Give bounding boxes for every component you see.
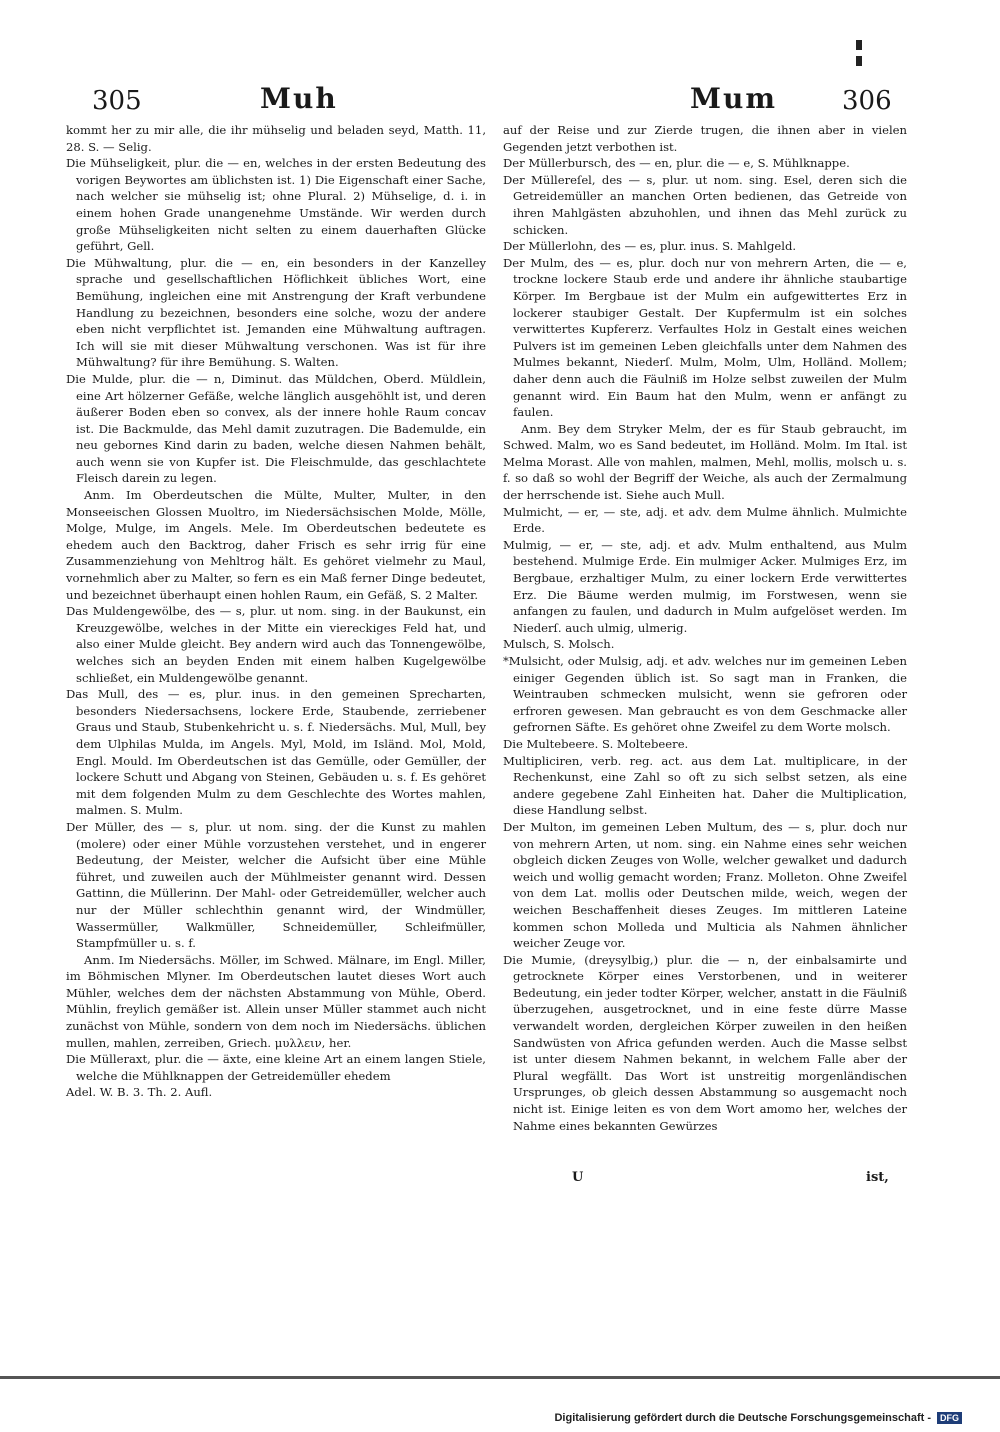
footer-credit [554, 1412, 962, 1424]
margin-mark [856, 56, 862, 66]
dictionary-entry: Der Müller, des — s, plur. ut nom. sing. der die Kunst zu mahlen (molere) oder einer Mühle vorzustehen verstehet, und in engerer Bedeutung, der Meister, welcher die Aufsicht über eine Mühle führet, und zuweilen auch der Mühlmeister genannt wird. Dessen Gattinn, die Müllerinn. Der Mahl- oder Getreidemüller, welcher auch nur der Müller schlechthin genannt wird, der Windmüller, Wassermüller, Walkmüller, Schneidemüller, Schleifmüller, Stampfmüller u. s. f. [66, 819, 486, 951]
dictionary-entry: Das Mull, des — es, plur. inus. in den gemeinen Sprecharten, besonders Niedersachsens, lockere Erde, Staubende, zerriebener Graus und Staub, Stubenkehricht u. s. f. Niedersächs. Mul, Mull, bey dem Ulphilas Mulda, im Angels. Myl, Mold, im Isländ. Mol, Mold, Engl. Mould. Im Oberdeutschen ist das Gemülle, oder Gemüller, der lockere Schutt und Abgang von Steinen, Gebäuden u. s. f. Es gehöret mit dem folgenden Mulm zu dem Geschlechte des Wortes mahlen, malmen. S. Mulm. [66, 687, 486, 818]
dictionary-entry: Die Mühseligkeit, plur. die — en, welches in der ersten Bedeutung des vorigen Beywortes am üblichsten ist. 1) Die Eigenschaft einer Sache, nach welcher sie mühselig ist; ohne Plural. 2) Mühselige, d. i. in einem hohen Grade unangenehme Umstände. Wir werden durch große Mühseligkeiten nicht selten zu einem dauerhaften Glücke geführt, Gell. [66, 156, 486, 254]
dictionary-entry: Multipliciren, verb. reg. act. aus dem Lat. multiplicare, in der Rechenkunst, eine Zahl so oft zu sich selbst setzen, als eine andere gegebene Zahl Einheiten hat. Daher die Multiplication, diese Handlung selbst. [503, 753, 907, 818]
dictionary-entry: Mulmig, — er, — ste, adj. et adv. Mulm enthaltend, aus Mulm bestehend. Mulmige Erde. Ein mulmiger Acker. Mulmiges Erz, im Bergbaue, erzhaltiger Mulm, zu einer lockern Erde verwittertes Erz. Die Bäume werden mulmig, im Forstwesen, wenn sie anfangen zu faulen, und dadurch in Mulm aufgelöset werden. Im Niederſ. auch ulmig, ulmerig. [503, 537, 907, 635]
page-number-left: 305 [92, 86, 142, 116]
page-number-right: 306 [842, 86, 892, 116]
running-head-left: Muh [260, 82, 338, 115]
dictionary-entry: Der Müllerbursch, des — en, plur. die — e, S. Mühlknappe. [503, 156, 850, 171]
margin-mark [856, 40, 862, 50]
annotation-paragraph: Anm. Im Oberdeutschen die Mülte, Multer, Multer, in den Monseeischen Glossen Muoltro, im Niedersächsischen Molde, Mölle, Molge, Mulge, im Angels. Mele. Im Oberdeutschen bedeutete es ehedem auch den Backtrog, daher Frisch es sehr irrig für eine Zusammenziehung von Mehltrog hält. Es gehöret vielmehr zu Maul, vornehmlich aber zu Malter, so fern es ein Maß ferner Dinge bedeutet, und bezeichnet überhaupt einen hohlen Raum, ein Gefäß, S. 2 Malter. [66, 488, 486, 602]
right-column [503, 122, 907, 1134]
dictionary-entry: Der Müllerlohn, des — es, plur. inus. S. Mahlgeld. [503, 239, 797, 254]
scan-edge-rule [0, 1376, 1000, 1379]
dictionary-entry: *Mulsicht, oder Mulsig, adj. et adv. welches nur im gemeinen Leben einiger Gegenden üblich ist. So sagt man in Franken, die Weintrauben schmecken mulsicht, wenn sie gefroren oder erfroren gewesen. Man gebraucht es von dem Geschmacke aller gefrornen Säfte. Es gehöret ohne Zweifel zu dem Worte molsch. [503, 654, 907, 735]
dictionary-entry: Die Mülleraxt, plur. die — äxte, eine kleine Art an einem langen Stiele, welche die Mühlknappen der Getreidemüller ehedem [66, 1052, 486, 1083]
annotation-paragraph: Anm. Bey dem Stryker Melm, der es für Staub gebraucht, im Schwed. Malm, wo es Sand bedeutet, im Holländ. Molm. Im Ital. ist Melma Morast. Alle von mahlen, malmen, Mehl, mollis, molsch u. s. f. so daß so wohl der Begriff der Weiche, als auch der Zermalmung der herrschende ist. Siehe auch Mull. [503, 421, 907, 503]
dictionary-entry: Adel. W. B. 3. Th. 2. Aufl. [66, 1085, 213, 1100]
signature-mark: U [572, 1170, 584, 1185]
dictionary-entry: Die Mumie, (dreysylbig,) plur. die — n, der einbalsamirte und getrocknete Körper eines Verstorbenen, und in weiterer Bedeutung, ein jeder todter Körper, welcher, anstatt in die Fäulniß überzugehen, ausgetrocknet, und in eine feste dürre Masse verwandelt worden, dergleichen Körper zuweilen in den heißen Sandwüsten von Africa gefunden werden. Auch die Masse selbst ist unter diesem Nahmen bekannt, in welchem Falle aber der Plural wegfällt. Das Wort ist unstreitig morgenländischen Ursprunges, ob gleich dessen Abstammung so ausgemacht noch nicht ist. Einige leiten es von dem Wort amomo her, welches der Nahme eines bekannten Gewürzes [503, 952, 907, 1133]
running-head-right: Mum [690, 82, 777, 115]
dictionary-entry: kommt her zu mir alle, die ihr mühselig und beladen seyd, Matth. 11, 28. S. — Selig. [66, 123, 486, 154]
dictionary-entry: Der Multon, im gemeinen Leben Multum, des — s, plur. doch nur von mehrern Arten, ut nom. sing. ein Nahme eines sehr weichen obgleich dicken Zeuges von Wolle, welcher gewalket und dadurch weich und wollig gemacht worden; Franz. Molleton. Ohne Zweifel von dem Lat. mollis oder Deutschen milde, weich, wegen der weichen Beschaffenheit dieses Zeuges. Im mittleren Lateine kommen schon Molleda und Multicia als Nahmen ähnlicher weicher Zeuge vor. [503, 819, 907, 951]
dictionary-entry: Die Mühwaltung, plur. die — en, ein besonders in der Kanzelley sprache und gesellschaftlichen Höflichkeit übliches Wort, eine Bemühung, ingleichen eine mit Anstrengung der Kraft verbundene Handlung zu bezeichnen, besonders eine solche, wozu der andere eben nicht verpflichtet ist. Jemanden eine Mühwaltung auftragen. Ich will sie mit dieser Mühwaltung verschonen. Was ist für ihre Mühwaltung? für ihre Bemühung. S. Walten. [66, 255, 486, 370]
dictionary-entry: Die Multebeere. S. Moltebeere. [503, 736, 689, 751]
dfg-logo: DFG [937, 1412, 962, 1424]
dictionary-entry: Der Müllereſel, des — s, plur. ut nom. sing. Esel, deren sich die Getreidemüller an manchen Orten bedienen, das Getreide von ihren Mahlgästen abzuhohlen, und ihnen das Mehl zurück zu schicken. [503, 172, 907, 237]
left-column [66, 122, 486, 1101]
dictionary-entry: Mulsch, S. Molsch. [503, 637, 615, 652]
dictionary-entry: Das Muldengewölbe, des — s, plur. ut nom. sing. in der Baukunst, ein Kreuzgewölbe, welches in der Mitte ein viereckiges Feld hat, und also einer Mulde gleicht. Bey andern wird auch das Tonnengewölbe, welches sich an beyden Enden mit einem halben Kugelgewölbe schließet, ein Muldengewölbe genannt. [66, 604, 486, 685]
dictionary-entry: auf der Reise und zur Zierde trugen, die ihnen aber in vielen Gegenden jetzt verbothen ist. [503, 123, 907, 154]
footer-text: Digitalisierung gefördert durch die Deutsche Forschungsgemeinschaft - [554, 1412, 931, 1424]
catchword: ist, [866, 1170, 889, 1185]
annotation-paragraph: Anm. Im Niedersächs. Möller, im Schwed. Mälnare, im Engl. Miller, im Böhmischen Mlyner. Im Oberdeutschen lautet dieses Wort auch Mühler, welches dem der nächsten Abstammung von Mühle, Oberd. Mühlin, freylich gemäßer ist. Allein unser Müller stammet auch nicht zunächst von Mühle, sondern von dem noch im Niedersächs. üblichen mullen, mahlen, zerreiben, Griech. μυλλειν, her. [66, 952, 486, 1050]
dictionary-entry: Der Mulm, des — es, plur. doch nur von mehrern Arten, die — e, trockne lockere Staub erde und andere ihr ähnliche staubartige Körper. Im Bergbaue ist der Mulm ein aufgewittertes Erz in lockerer staubiger Gestalt. Der Kupfermulm ist ein solches verwittertes Kupfererz. Verfaultes Holz in Gestalt eines weichen Pulvers ist im gemeinen Leben gleichfalls unter dem Nahmen des Mulmes bekannt, Niederſ. Mulm, Molm, Ulm, Holländ. Mollem; daher denn auch die Fäulniß im Holze selbst zuweilen der Mulm genannt wird. Ein Baum hat den Mulm, wenn er anfängt zu faulen. [503, 255, 907, 420]
dictionary-entry: Die Mulde, plur. die — n, Diminut. das Müldchen, Oberd. Müldlein, eine Art hölzerner Gefäße, welche länglich ausgehöhlt ist, und deren äußerer Boden eben so convex, als der innere hohle Raum concav ist. Die Backmulde, das Mehl damit zuzutragen. Die Bademulde, ein neu gebornes Kind darin zu baden, welche diesen Nahmen behält, auch wenn sie von Kupfer ist. Die Fleischmulde, das geschlachtete Fleisch darein zu legen. [66, 371, 486, 486]
dictionary-entry: Mulmicht, — er, — ste, adj. et adv. dem Mulme ähnlich. Mulmichte Erde. [503, 504, 907, 536]
